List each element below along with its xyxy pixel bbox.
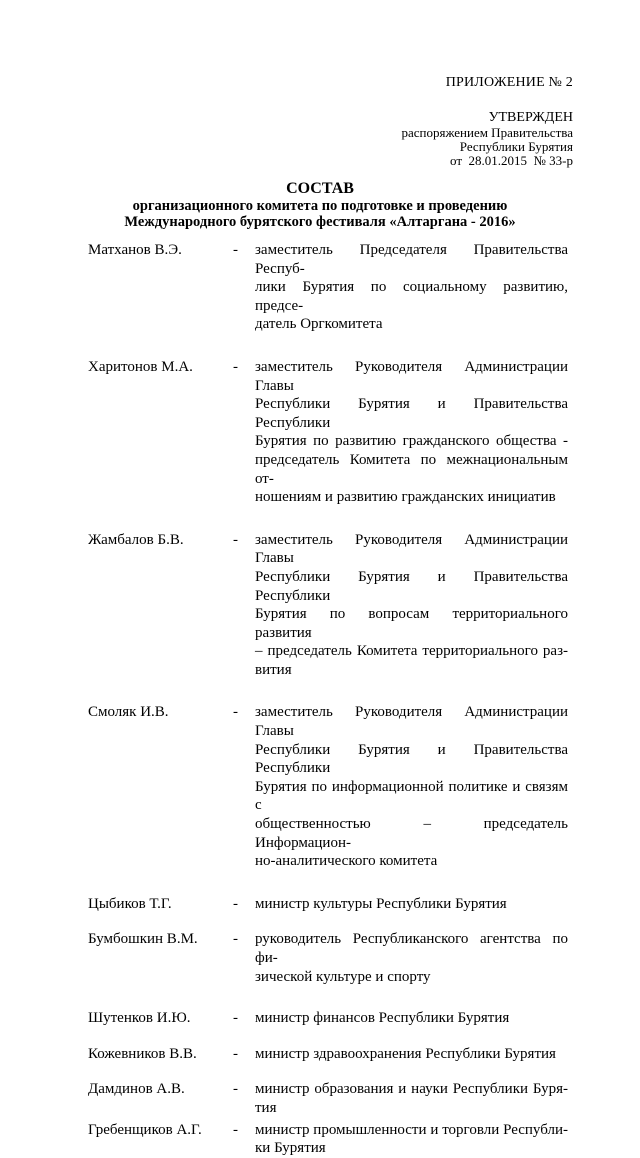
approval-date-line — [273, 154, 573, 168]
member-row — [88, 358, 568, 507]
member-role-line: заместитель Председателя Правительства Респуб- — [255, 242, 568, 277]
member-role-line: Республики Бурятия и Правительства Республики — [255, 741, 568, 777]
member-name: Смоляк И.В. — [88, 704, 169, 721]
member-row — [88, 895, 568, 914]
member-role-line: Бурятия по развитию гражданского общества - — [255, 433, 568, 450]
member-role-line: – председатель Комитета территориального раз- — [255, 643, 568, 660]
date-prefix: от — [450, 153, 463, 168]
member-dash: - — [233, 1045, 238, 1062]
member-name: Гребенщиков А.Г. — [88, 1121, 202, 1138]
member-role-line: лики Бурятия по социальному развитию, предсе- — [255, 279, 568, 314]
member-role-line: Бурятия по вопросам территориального развития — [255, 606, 568, 641]
member-role — [255, 895, 568, 914]
member-dash: - — [233, 895, 238, 912]
member-dash: - — [233, 1121, 238, 1138]
member-dash: - — [233, 1081, 238, 1098]
member-role-line: министр культуры Республики Бурятия — [255, 895, 507, 912]
member-dash: - — [233, 358, 238, 375]
member-role-line: руководитель Республиканского агентства по фи- — [255, 931, 568, 966]
member-role — [255, 241, 568, 334]
member-role-line: заместитель Руководителя Администрации Главы — [255, 704, 568, 740]
member-row — [88, 1080, 568, 1117]
member-role-line: заместитель Руководителя Администрации Главы — [255, 358, 568, 394]
member-name: Шутенков И.Ю. — [88, 1010, 191, 1027]
member-role — [255, 358, 568, 507]
member-role-line: министр промышленности и торговли Республи- — [255, 1121, 568, 1138]
member-row — [88, 1009, 568, 1028]
member-role-line: но-аналитического комитета — [255, 853, 438, 870]
member-role-line: ношениям и развитию гражданских инициатив — [255, 489, 556, 506]
member-name: Цыбиков Т.Г. — [88, 895, 172, 912]
member-role — [255, 1080, 568, 1117]
member-name: Матханов В.Э. — [88, 242, 182, 258]
member-row — [88, 930, 568, 986]
member-role — [255, 1045, 568, 1064]
member-row — [88, 703, 568, 870]
member-role-line: общественностью – председатель Информацион- — [255, 816, 568, 851]
document-subtitle-line-1: организационного комитета по подготовке и проведению — [132, 198, 508, 214]
member-role-line: Республики Бурятия и Правительства Республики — [255, 568, 568, 604]
members-list — [88, 241, 568, 1158]
member-dash: - — [233, 242, 238, 258]
member-role-line: министр здравоохранения Республики Бурятия — [255, 1045, 556, 1062]
member-row — [88, 531, 568, 680]
appendix-label: ПРИЛОЖЕНИЕ № 2 — [445, 75, 573, 90]
document-subtitle-line-2: Международного бурятского фестиваля «Алтаргана - 2016» — [124, 214, 516, 230]
member-role — [255, 531, 568, 680]
member-role-line: министр образования и науки Республики Буря- — [255, 1081, 568, 1098]
member-role — [255, 703, 568, 870]
member-role-line: ки Бурятия — [255, 1140, 326, 1157]
member-role-line: заместитель Руководителя Администрации Главы — [255, 531, 568, 567]
member-role-line: зической культуре и спорту — [255, 968, 431, 985]
member-row — [88, 1045, 568, 1064]
member-role-line: тия — [255, 1099, 277, 1116]
document-title: СОСТАВ — [286, 180, 354, 197]
member-dash: - — [233, 1010, 238, 1027]
member-role-line: вития — [255, 661, 292, 678]
member-name: Бумбошкин В.М. — [88, 931, 198, 948]
member-dash: - — [233, 531, 238, 548]
member-role — [255, 1009, 568, 1028]
member-name: Дамдинов А.В. — [88, 1081, 185, 1098]
member-role — [255, 930, 568, 986]
member-dash: - — [233, 931, 238, 948]
member-role-line: председатель Комитета по межнациональным от- — [255, 451, 568, 487]
member-role-line: Республики Бурятия и Правительства Республики — [255, 396, 568, 431]
member-role-line: министр финансов Республики Бурятия — [255, 1010, 510, 1027]
approval-block — [273, 110, 573, 168]
member-role-line: Бурятия по информационной политике и связям с — [255, 778, 568, 814]
approved-label: УТВЕРЖДЕН — [488, 110, 573, 125]
member-row — [88, 241, 568, 334]
approved-by-line-2: Республики Бурятия — [459, 139, 573, 154]
member-role — [255, 1121, 568, 1158]
member-dash: - — [233, 704, 238, 721]
title-block — [0, 180, 640, 230]
member-role-line: датель Оргкомитета — [255, 316, 383, 333]
member-name: Жамбалов Б.В. — [88, 531, 184, 548]
approval-number: № 33-р — [533, 153, 573, 168]
member-name: Кожевников В.В. — [88, 1045, 197, 1062]
member-name: Харитонов М.А. — [88, 358, 193, 375]
approval-date: 28.01.2015 — [468, 153, 528, 168]
member-row — [88, 1121, 568, 1158]
approved-by-line-1: распоряжением Правительства — [401, 125, 573, 140]
